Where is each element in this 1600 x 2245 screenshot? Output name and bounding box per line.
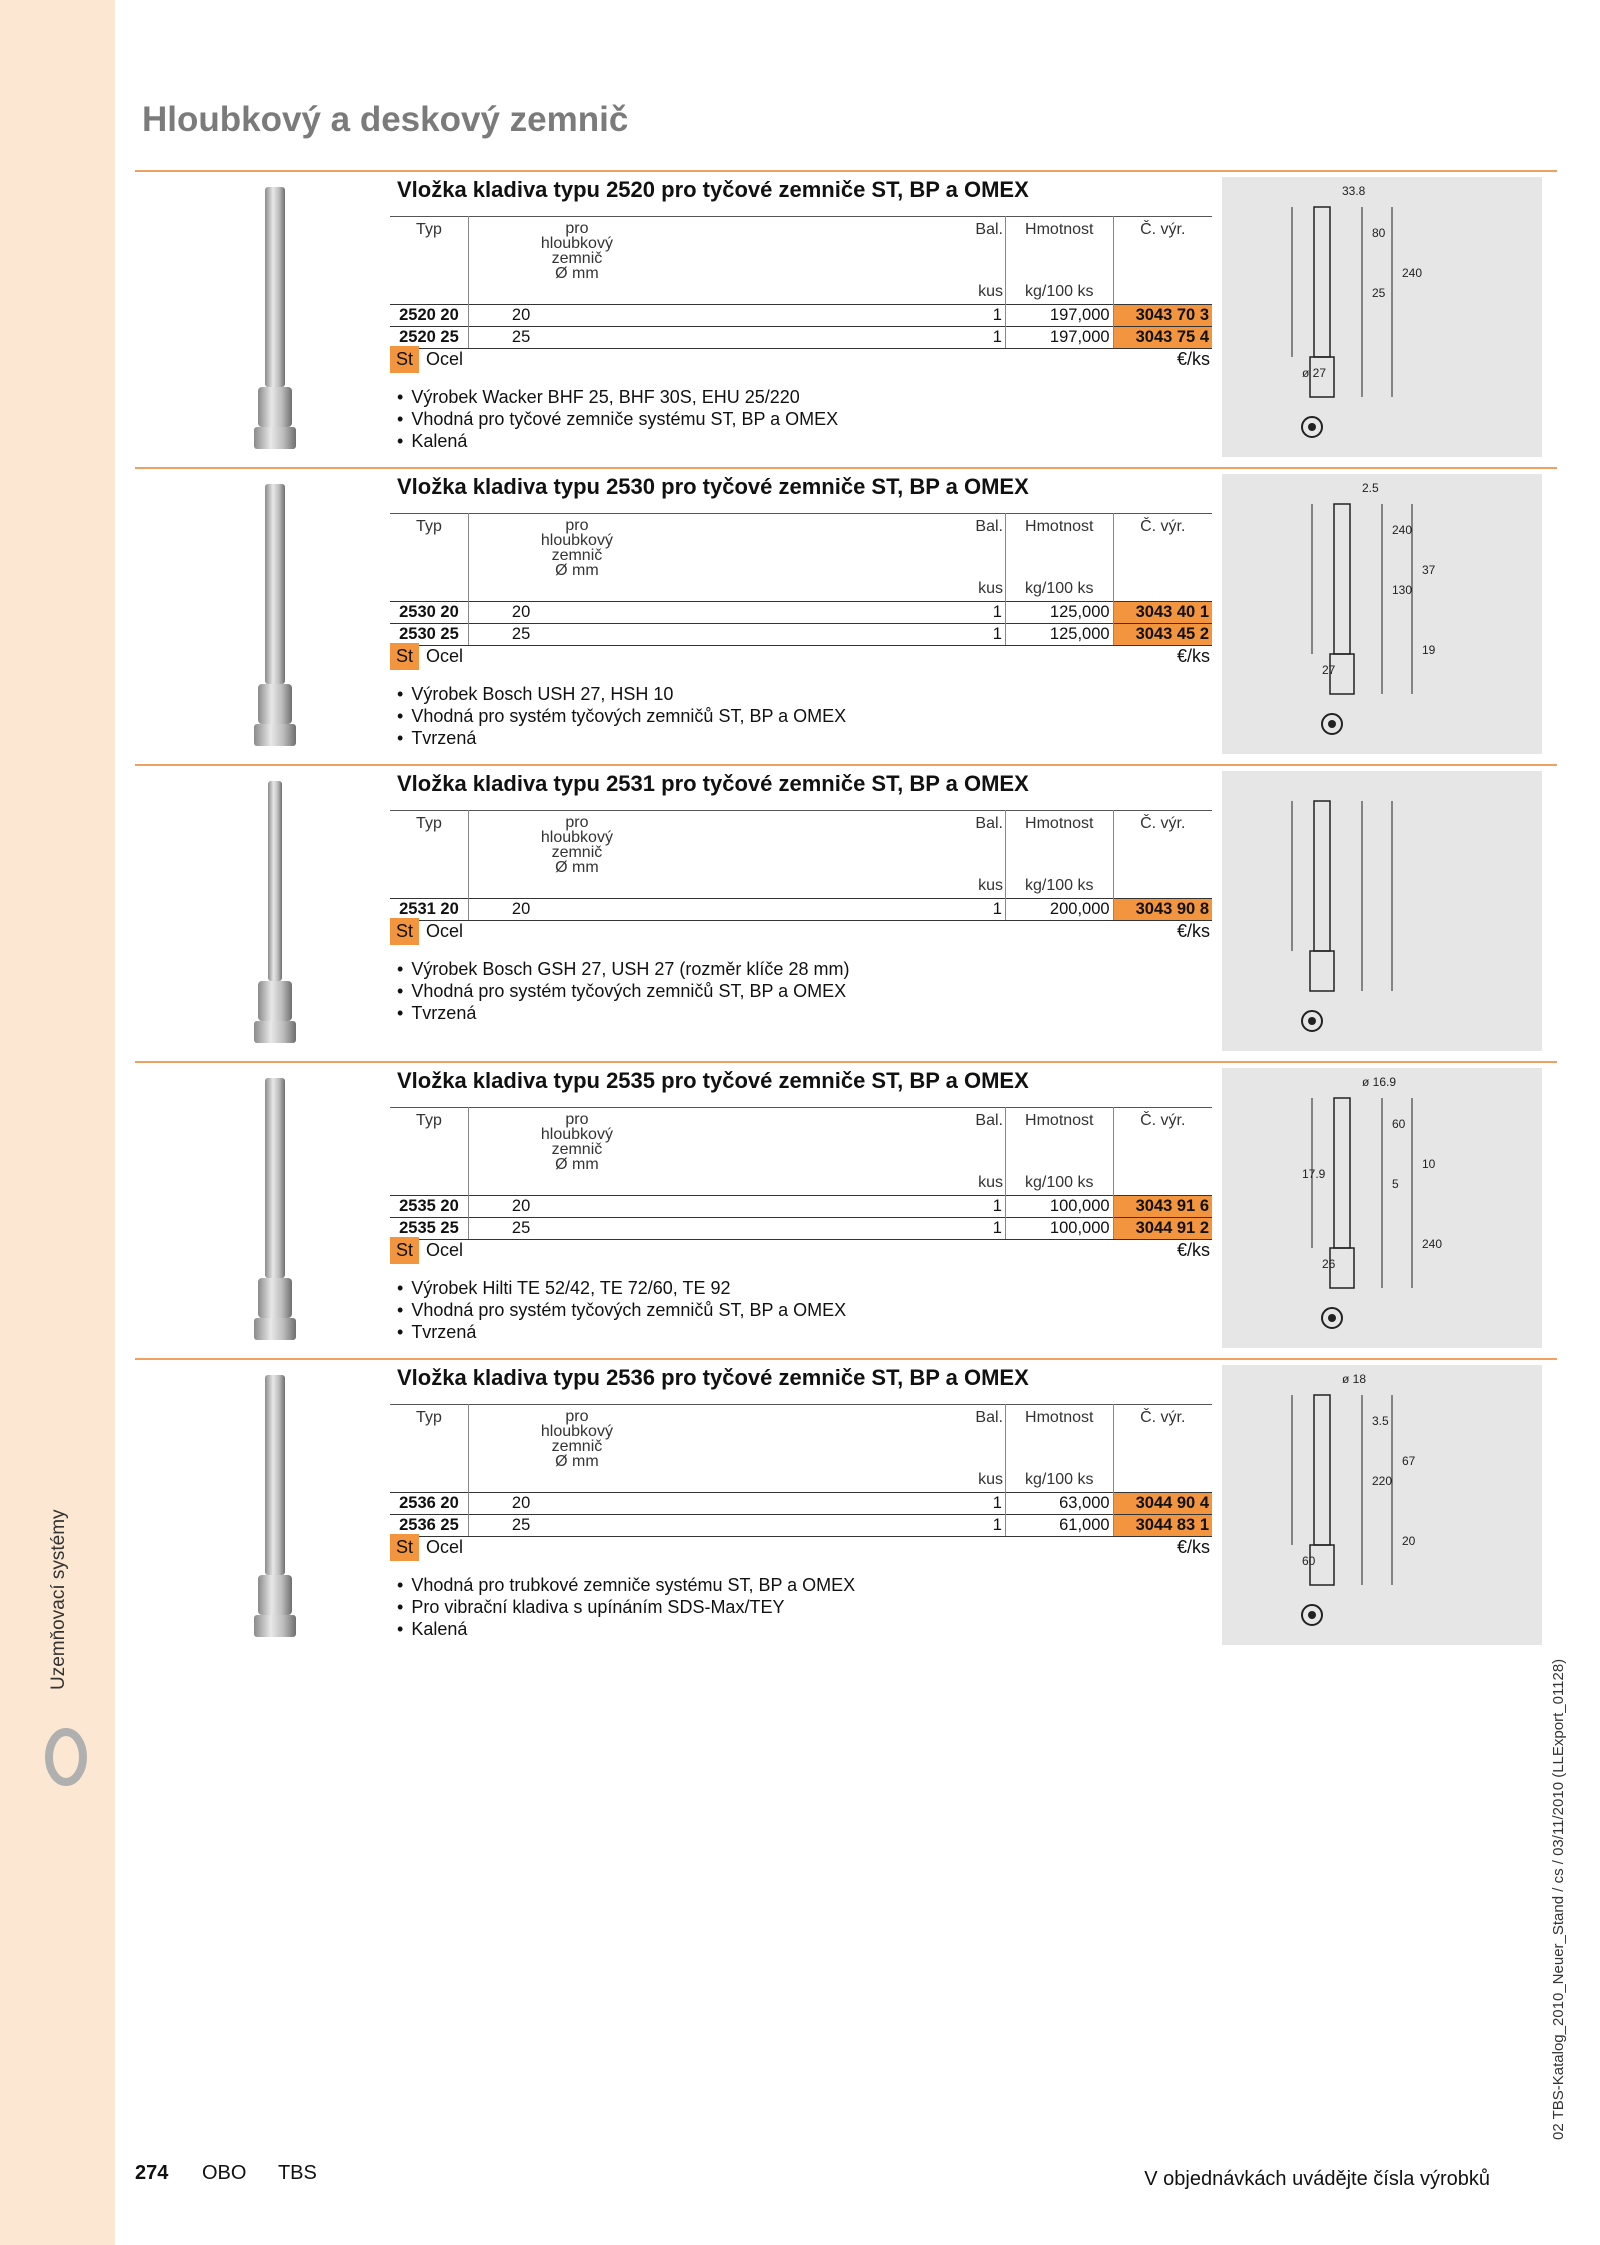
- dimension-label: ø 27: [1302, 366, 1327, 380]
- feature-item: • Vhodná pro tyčové zemniče systému ST, BP a OMEX: [397, 408, 838, 430]
- cell-typ: 2520 25: [390, 327, 468, 349]
- unit-hmotnost: kg/100 ks: [1005, 1471, 1113, 1493]
- cell-hmotnost: 61,000: [1005, 1515, 1113, 1537]
- cell-typ: 2531 20: [390, 899, 468, 921]
- feature-item: • Tvrzená: [397, 1321, 846, 1343]
- material-name: Ocel: [426, 1537, 464, 1557]
- col-pro-line: Ø mm: [555, 1156, 599, 1173]
- cell-typ: 2536 25: [390, 1515, 468, 1537]
- rod-shape: [254, 1375, 296, 1637]
- rod-shape: [254, 781, 296, 1043]
- unit-hmotnost: kg/100 ks: [1005, 580, 1113, 602]
- dimension-label: 25: [1372, 286, 1386, 300]
- col-pro-line: Ø mm: [555, 859, 599, 876]
- rod-shape: [254, 484, 296, 746]
- cell-bal: 1: [942, 602, 1005, 624]
- product-table: [390, 810, 1212, 921]
- technical-drawing-svg: [1222, 177, 1542, 457]
- price-unit: €/ks: [1176, 349, 1210, 369]
- cell-hmotnost: 197,000: [1005, 327, 1113, 349]
- material-name: Ocel: [426, 646, 464, 666]
- technical-drawing: [1222, 771, 1542, 1051]
- col-pro: [468, 514, 942, 581]
- sidebar: [0, 0, 115, 2245]
- cell-bal: 1: [942, 1218, 1005, 1240]
- cell-bal: 1: [942, 624, 1005, 646]
- cell-hmotnost: 100,000: [1005, 1218, 1113, 1240]
- feature-item: • Vhodná pro trubkové zemniče systému ST, BP a OMEX: [397, 1574, 855, 1596]
- material-badge: St: [390, 918, 419, 945]
- table-row: [390, 305, 1212, 327]
- feature-item: • Vhodná pro systém tyčových zemničů ST, BP a OMEX: [397, 1299, 846, 1321]
- technical-drawing: [1222, 1068, 1542, 1348]
- price-unit: €/ks: [1176, 1537, 1210, 1557]
- document-code: 02 TBS-Katalog_2010_Neuer_Stand / cs / 03/11/2010 (LLExport_01128): [1550, 1658, 1567, 2140]
- col-hmotnost: Hmotnost: [1005, 514, 1113, 581]
- footer-brand: OBO: [201, 2162, 247, 2184]
- feature-item: • Tvrzená: [397, 727, 846, 749]
- product-photo: [220, 776, 330, 1051]
- dimension-label: 3.5: [1372, 1414, 1389, 1428]
- price-unit: €/ks: [1176, 646, 1210, 666]
- col-cv: Č. výr.: [1113, 1108, 1212, 1175]
- material-row: [390, 643, 1212, 673]
- footer-left: [135, 2162, 317, 2185]
- col-pro-line: hloubkový: [540, 1126, 613, 1143]
- table-row: [390, 1493, 1212, 1515]
- material-row: [390, 918, 1212, 948]
- col-hmotnost: Hmotnost: [1005, 811, 1113, 878]
- feature-list: [397, 1277, 846, 1343]
- cell-typ: 2535 25: [390, 1218, 468, 1240]
- cell-pro: 20: [468, 602, 942, 624]
- cell-bal: 1: [942, 1493, 1005, 1515]
- feature-item: • Vhodná pro systém tyčových zemničů ST, BP a OMEX: [397, 980, 849, 1002]
- cell-bal: 1: [942, 305, 1005, 327]
- cell-cv: 3044 91 2: [1113, 1218, 1212, 1240]
- col-pro-line: hloubkový: [540, 1423, 613, 1440]
- cell-bal: 1: [942, 1196, 1005, 1218]
- product-photo: [220, 182, 330, 457]
- col-pro: [468, 1108, 942, 1175]
- dimension-label: 240: [1402, 266, 1423, 280]
- feature-item: • Vhodná pro systém tyčových zemničů ST, BP a OMEX: [397, 705, 846, 727]
- dimension-label: 20: [1402, 1534, 1416, 1548]
- col-cv: Č. výr.: [1113, 217, 1212, 284]
- cell-cv: 3043 90 8: [1113, 899, 1212, 921]
- cell-hmotnost: 125,000: [1005, 602, 1113, 624]
- dimension-label: 37: [1422, 563, 1436, 577]
- dimension-label: 67: [1402, 1454, 1416, 1468]
- col-cv: Č. výr.: [1113, 811, 1212, 878]
- product-section: [135, 1358, 1557, 1657]
- technical-drawing-svg: [1222, 474, 1542, 754]
- feature-item: • Pro vibrační kladiva s upínáním SDS-Max/TEY: [397, 1596, 855, 1618]
- col-pro: [468, 217, 942, 284]
- dimension-label: 240: [1422, 1237, 1443, 1251]
- footer-note: V objednávkách uvádějte čísla výrobků: [1144, 2168, 1490, 2190]
- col-bal: Bal.: [942, 217, 1005, 284]
- col-pro-line: zemnič: [551, 1438, 603, 1455]
- section-title: Vložka kladiva typu 2530 pro tyčové zemniče ST, BP a OMEX: [397, 474, 1029, 499]
- cell-pro: 25: [468, 1515, 942, 1537]
- product-section: [135, 1061, 1557, 1360]
- cell-typ: 2536 20: [390, 1493, 468, 1515]
- dimension-label: ø 18: [1342, 1372, 1367, 1386]
- cell-pro: 25: [468, 1218, 942, 1240]
- col-pro-line: zemnič: [551, 844, 603, 861]
- feature-item: • Tvrzená: [397, 1002, 849, 1024]
- dimension-label: 2.5: [1362, 481, 1379, 495]
- cell-pro: 25: [468, 327, 942, 349]
- price-unit: €/ks: [1176, 1240, 1210, 1260]
- cell-pro: 25: [468, 624, 942, 646]
- dimension-label: 240: [1392, 523, 1413, 537]
- cell-pro: 20: [468, 899, 942, 921]
- dimension-label: 220: [1372, 1474, 1393, 1488]
- material-name: Ocel: [426, 921, 464, 941]
- dimension-label: 33.8: [1342, 184, 1366, 198]
- product-section: [135, 467, 1557, 766]
- cell-pro: 20: [468, 1196, 942, 1218]
- dimension-label: 26: [1322, 1257, 1336, 1271]
- cell-hmotnost: 63,000: [1005, 1493, 1113, 1515]
- col-pro: [468, 1405, 942, 1472]
- col-hmotnost: Hmotnost: [1005, 1108, 1113, 1175]
- rod-shape: [254, 1078, 296, 1340]
- feature-item: • Výrobek Wacker BHF 25, BHF 30S, EHU 25/220: [397, 386, 838, 408]
- col-cv: Č. výr.: [1113, 514, 1212, 581]
- product-table: [390, 513, 1212, 646]
- col-hmotnost: Hmotnost: [1005, 1405, 1113, 1472]
- product-photo: [220, 1370, 330, 1645]
- cell-bal: 1: [942, 1515, 1005, 1537]
- material-badge: St: [390, 1237, 419, 1264]
- dimension-label: 80: [1372, 226, 1386, 240]
- material-name: Ocel: [426, 349, 464, 369]
- cell-pro: 20: [468, 1493, 942, 1515]
- unit-hmotnost: kg/100 ks: [1005, 877, 1113, 899]
- obo-ring-icon: [45, 1728, 87, 1786]
- table-row: [390, 602, 1212, 624]
- col-typ: Typ: [390, 1405, 468, 1472]
- dimension-label: 60: [1302, 1554, 1316, 1568]
- col-typ: Typ: [390, 811, 468, 878]
- technical-drawing: [1222, 1365, 1542, 1645]
- technical-drawing-svg: [1222, 1365, 1542, 1645]
- material-row: [390, 346, 1212, 376]
- col-bal: Bal.: [942, 514, 1005, 581]
- material-badge: St: [390, 1534, 419, 1561]
- cell-cv: 3043 75 4: [1113, 327, 1212, 349]
- col-pro-line: pro: [565, 814, 589, 831]
- product-section: [135, 764, 1557, 1063]
- cell-hmotnost: 100,000: [1005, 1196, 1113, 1218]
- product-table: [390, 216, 1212, 349]
- price-unit: €/ks: [1176, 921, 1210, 941]
- feature-item: • Výrobek Hilti TE 52/42, TE 72/60, TE 92: [397, 1277, 846, 1299]
- col-hmotnost: Hmotnost: [1005, 217, 1113, 284]
- col-pro-line: Ø mm: [555, 562, 599, 579]
- feature-list: [397, 958, 849, 1024]
- material-row: [390, 1237, 1212, 1267]
- cell-typ: 2535 20: [390, 1196, 468, 1218]
- page-title: Hloubkový a deskový zemnič: [142, 100, 629, 139]
- col-typ: Typ: [390, 217, 468, 284]
- section-title: Vložka kladiva typu 2520 pro tyčové zemniče ST, BP a OMEX: [397, 177, 1029, 202]
- material-row: [390, 1534, 1212, 1564]
- unit-bal: kus: [942, 1174, 1005, 1196]
- section-title: Vložka kladiva typu 2536 pro tyčové zemniče ST, BP a OMEX: [397, 1365, 1029, 1390]
- feature-item: • Kalená: [397, 430, 838, 452]
- col-pro-line: hloubkový: [540, 829, 613, 846]
- feature-item: • Výrobek Bosch USH 27, HSH 10: [397, 683, 846, 705]
- col-pro-line: pro: [565, 1111, 589, 1128]
- section-title: Vložka kladiva typu 2535 pro tyčové zemniče ST, BP a OMEX: [397, 1068, 1029, 1093]
- col-pro-line: zemnič: [551, 547, 603, 564]
- col-pro: [468, 811, 942, 878]
- technical-drawing: [1222, 474, 1542, 754]
- dimension-label: 17.9: [1302, 1167, 1326, 1181]
- cell-cv: 3043 91 6: [1113, 1196, 1212, 1218]
- cell-cv: 3043 70 3: [1113, 305, 1212, 327]
- product-table: [390, 1107, 1212, 1240]
- cell-typ: 2530 20: [390, 602, 468, 624]
- cell-cv: 3043 40 1: [1113, 602, 1212, 624]
- cell-bal: 1: [942, 899, 1005, 921]
- material-name: Ocel: [426, 1240, 464, 1260]
- footer-catalog: TBS: [277, 2162, 317, 2184]
- dimension-label: 130: [1392, 583, 1413, 597]
- technical-drawing-svg: [1222, 1068, 1542, 1348]
- unit-bal: kus: [942, 580, 1005, 602]
- col-bal: Bal.: [942, 811, 1005, 878]
- dimension-label: 19: [1422, 643, 1436, 657]
- section-title: Vložka kladiva typu 2531 pro tyčové zemniče ST, BP a OMEX: [397, 771, 1029, 796]
- dimension-label: 5: [1392, 1177, 1399, 1191]
- dimension-label: 10: [1422, 1157, 1436, 1171]
- feature-list: [397, 1574, 855, 1640]
- cell-cv: 3044 90 4: [1113, 1493, 1212, 1515]
- product-photo: [220, 1073, 330, 1348]
- cell-typ: 2530 25: [390, 624, 468, 646]
- material-badge: St: [390, 643, 419, 670]
- dimension-label: 60: [1392, 1117, 1406, 1131]
- feature-list: [397, 683, 846, 749]
- cell-typ: 2520 20: [390, 305, 468, 327]
- col-pro-line: pro: [565, 517, 589, 534]
- unit-hmotnost: kg/100 ks: [1005, 1174, 1113, 1196]
- col-pro-line: Ø mm: [555, 1453, 599, 1470]
- product-table: [390, 1404, 1212, 1537]
- col-pro-line: Ø mm: [555, 265, 599, 282]
- col-pro-line: hloubkový: [540, 235, 613, 252]
- col-pro-line: pro: [565, 1408, 589, 1425]
- unit-hmotnost: kg/100 ks: [1005, 283, 1113, 305]
- cell-cv: 3043 45 2: [1113, 624, 1212, 646]
- col-cv: Č. výr.: [1113, 1405, 1212, 1472]
- technical-drawing: [1222, 177, 1542, 457]
- dimension-label: 27: [1322, 663, 1336, 677]
- technical-drawing-svg: [1222, 771, 1542, 1051]
- unit-bal: kus: [942, 1471, 1005, 1493]
- col-pro-line: zemnič: [551, 1141, 603, 1158]
- cell-hmotnost: 125,000: [1005, 624, 1113, 646]
- col-bal: Bal.: [942, 1108, 1005, 1175]
- product-section: [135, 170, 1557, 469]
- table-row: [390, 1196, 1212, 1218]
- feature-item: • Kalená: [397, 1618, 855, 1640]
- product-photo: [220, 479, 330, 754]
- unit-bal: kus: [942, 877, 1005, 899]
- cell-pro: 20: [468, 305, 942, 327]
- page-number: 274: [135, 2162, 169, 2184]
- dimension-label: ø 16.9: [1362, 1075, 1397, 1089]
- cell-cv: 3044 83 1: [1113, 1515, 1212, 1537]
- col-typ: Typ: [390, 1108, 468, 1175]
- sidebar-label: Uzemňovací systémy: [48, 1509, 69, 1690]
- col-typ: Typ: [390, 514, 468, 581]
- unit-bal: kus: [942, 283, 1005, 305]
- rod-shape: [254, 187, 296, 449]
- cell-hmotnost: 200,000: [1005, 899, 1113, 921]
- material-badge: St: [390, 346, 419, 373]
- col-pro-line: hloubkový: [540, 532, 613, 549]
- cell-bal: 1: [942, 327, 1005, 349]
- col-bal: Bal.: [942, 1405, 1005, 1472]
- col-pro-line: zemnič: [551, 250, 603, 267]
- feature-list: [397, 386, 838, 452]
- feature-item: • Výrobek Bosch GSH 27, USH 27 (rozměr klíče 28 mm): [397, 958, 849, 980]
- cell-hmotnost: 197,000: [1005, 305, 1113, 327]
- col-pro-line: pro: [565, 220, 589, 237]
